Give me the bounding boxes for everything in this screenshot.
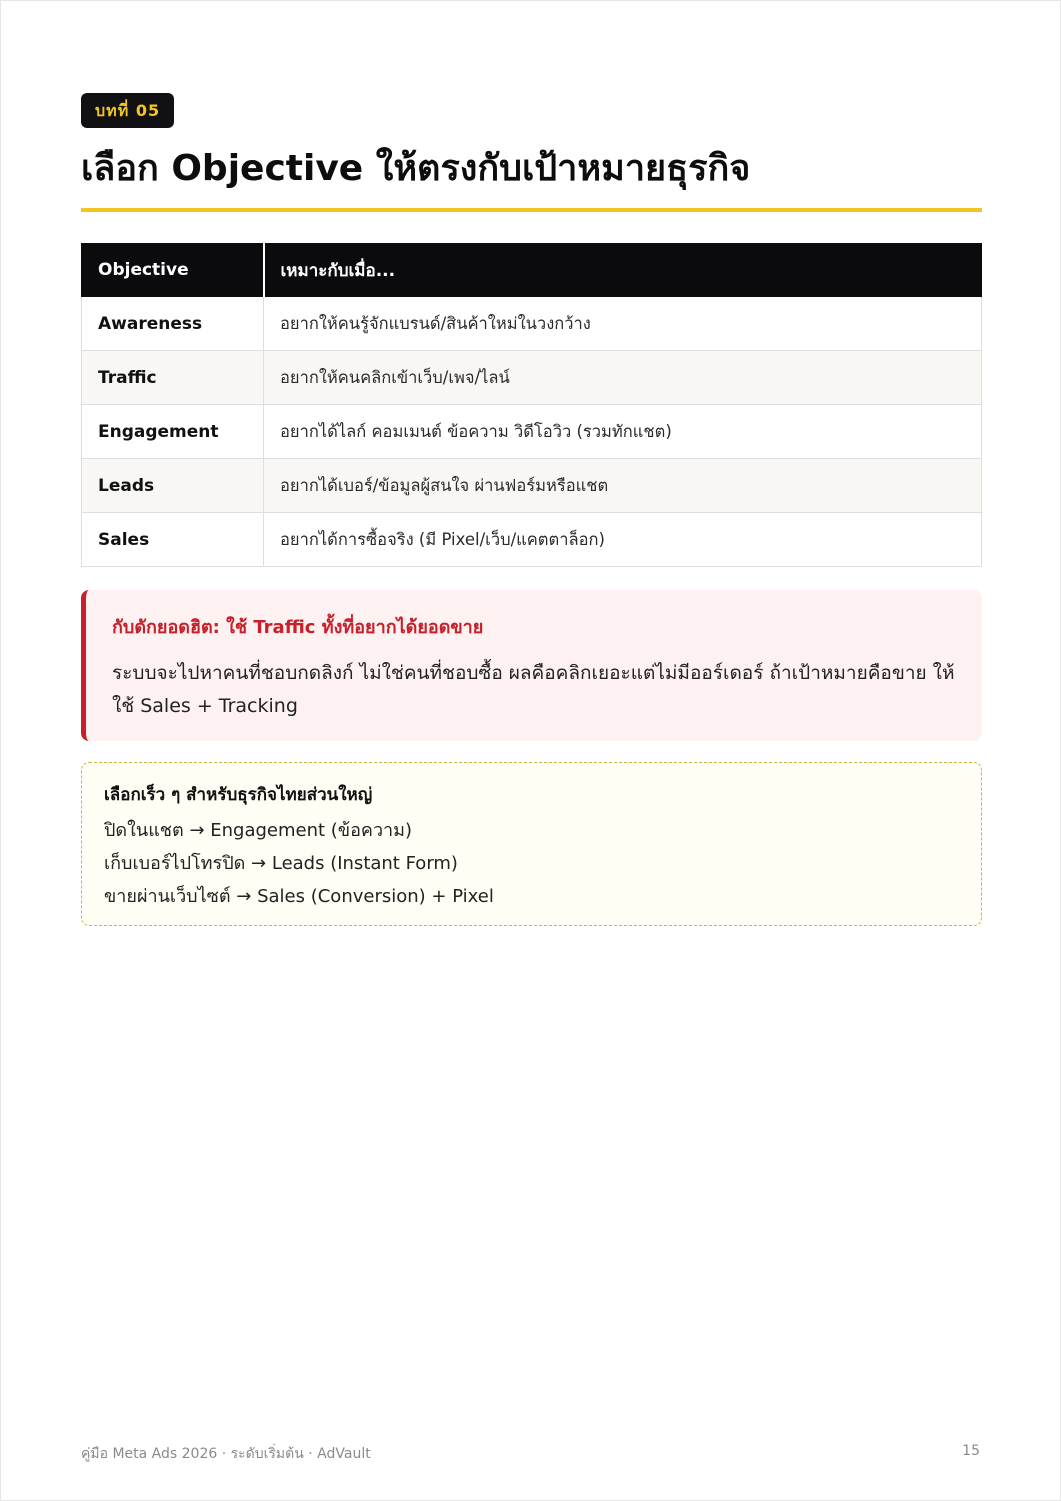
when-cell: อยากได้เบอร์/ข้อมูลผู้สนใจ ผ่านฟอร์มหรือแชต	[264, 459, 982, 513]
objective-cell: Leads	[82, 459, 264, 513]
when-cell: อยากให้คนคลิกเข้าเว็บ/เพจ/ไลน์	[264, 351, 982, 405]
quick-pick-title: เลือกเร็ว ๆ สำหรับธุรกิจไทยส่วนใหญ่	[104, 785, 373, 805]
column-header-objective: Objective	[82, 244, 264, 297]
chapter-badge: บทที่ 05	[81, 93, 174, 128]
table-header-row	[82, 244, 982, 297]
objective-cell: Traffic	[82, 351, 264, 405]
when-cell: อยากได้ไลก์ คอมเมนต์ ข้อความ วิดีโอวิว (รวมทักแชต)	[264, 405, 982, 459]
table-row	[82, 297, 982, 351]
when-cell: อยากได้การซื้อจริง (มี Pixel/เว็บ/แคตตาล็อก)	[264, 513, 982, 567]
page-number: 15	[962, 1443, 980, 1459]
warning-title: กับดักยอดฮิต: ใช้ Traffic ทั้งที่อยากได้ยอดขาย	[112, 617, 484, 638]
table-row	[82, 459, 982, 513]
table-row	[82, 351, 982, 405]
objective-cell: Engagement	[82, 405, 264, 459]
title-divider	[81, 208, 982, 212]
table-row	[82, 513, 982, 567]
table-row	[82, 405, 982, 459]
quick-pick-box	[81, 762, 982, 926]
page-title: เลือก Objective ให้ตรงกับเป้าหมายธุรกิจ	[81, 148, 751, 189]
column-header-when: เหมาะกับเมื่อ...	[264, 244, 982, 297]
warning-body: ระบบจะไปหาคนที่ชอบกดลิงก์ ไม่ใช่คนที่ชอบซื้อ ผลคือคลิกเยอะแต่ไม่มีออร์เดอร์ ถ้าเป้าหมายคือขาย ให้ใช้ Sales + Tracking	[112, 662, 955, 717]
objective-cell: Sales	[82, 513, 264, 567]
footer-text: คู่มือ Meta Ads 2026 · ระดับเริ่มต้น · AdVault	[81, 1446, 371, 1462]
when-cell: อยากให้คนรู้จักแบรนด์/สินค้าใหม่ในวงกว้าง	[264, 297, 982, 351]
objective-cell: Awareness	[82, 297, 264, 351]
objectives-table	[81, 243, 982, 567]
quick-pick-item: ขายผ่านเว็บไซต์ → Sales (Conversion) + Pixel	[104, 886, 494, 907]
quick-pick-item: เก็บเบอร์ไปโทรปิด → Leads (Instant Form)	[104, 853, 458, 874]
quick-pick-item: ปิดในแชต → Engagement (ข้อความ)	[104, 820, 413, 841]
warning-callout	[81, 590, 982, 741]
